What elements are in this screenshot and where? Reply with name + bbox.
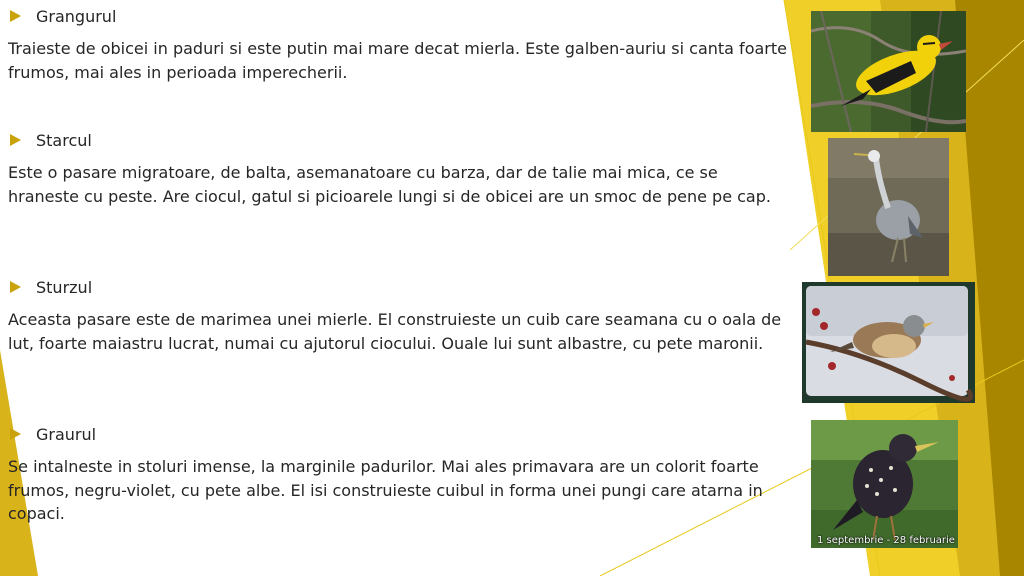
bird-description: Traieste de obicei in paduri si este putin mai mare decat mierla. Este galben-auriu si canta foarte frumos, mai ales in perioada imperecherii. — [8, 39, 787, 82]
bullet-row — [8, 3, 793, 29]
bullet-row — [8, 421, 793, 447]
starling-photo — [811, 420, 958, 548]
bullet-row — [8, 127, 793, 153]
bird-title: Graurul — [36, 424, 97, 444]
bird-description: Se intalneste in stoluri imense, la marginile padurilor. Mai ales primavara are un colorit foarte frumos, negru-violet, cu pete albe. El isi construieste cuibul in forma unei pungi care atarna in copaci. — [8, 457, 763, 523]
photo-date-caption: 1 septembrie - 28 februarie — [817, 535, 955, 546]
triangle-bullet-icon — [10, 134, 21, 146]
bird-section-starcul — [8, 127, 793, 208]
triangle-bullet-icon — [10, 281, 21, 293]
bird-section-graurul — [8, 421, 793, 526]
heron-photo — [828, 138, 949, 276]
triangle-bullet-icon — [10, 10, 21, 22]
bird-section-grangurul — [8, 3, 793, 84]
thrush-photo — [802, 282, 975, 403]
bird-title: Grangurul — [36, 6, 117, 26]
bird-description: Este o pasare migratoare, de balta, asemanatoare cu barza, dar de talie mai mica, ce se hraneste cu peste. Are ciocul, gatul si picioarele lungi si de obicei are un smoc de pene pe cap. — [8, 163, 771, 206]
bird-title: Sturzul — [36, 277, 93, 297]
bullet-row — [8, 274, 793, 300]
bird-title: Starcul — [36, 130, 92, 150]
oriole-photo — [811, 11, 966, 132]
triangle-bullet-icon — [10, 428, 21, 440]
bird-description: Aceasta pasare este de marimea unei mierle. El construieste un cuib care seamana cu o oala de lut, foarte maiastru lucrat, numai cu ajutorul ciocului. Ouale lui sunt albastre, cu pete maronii. — [8, 310, 782, 353]
bird-section-sturzul — [8, 274, 793, 355]
